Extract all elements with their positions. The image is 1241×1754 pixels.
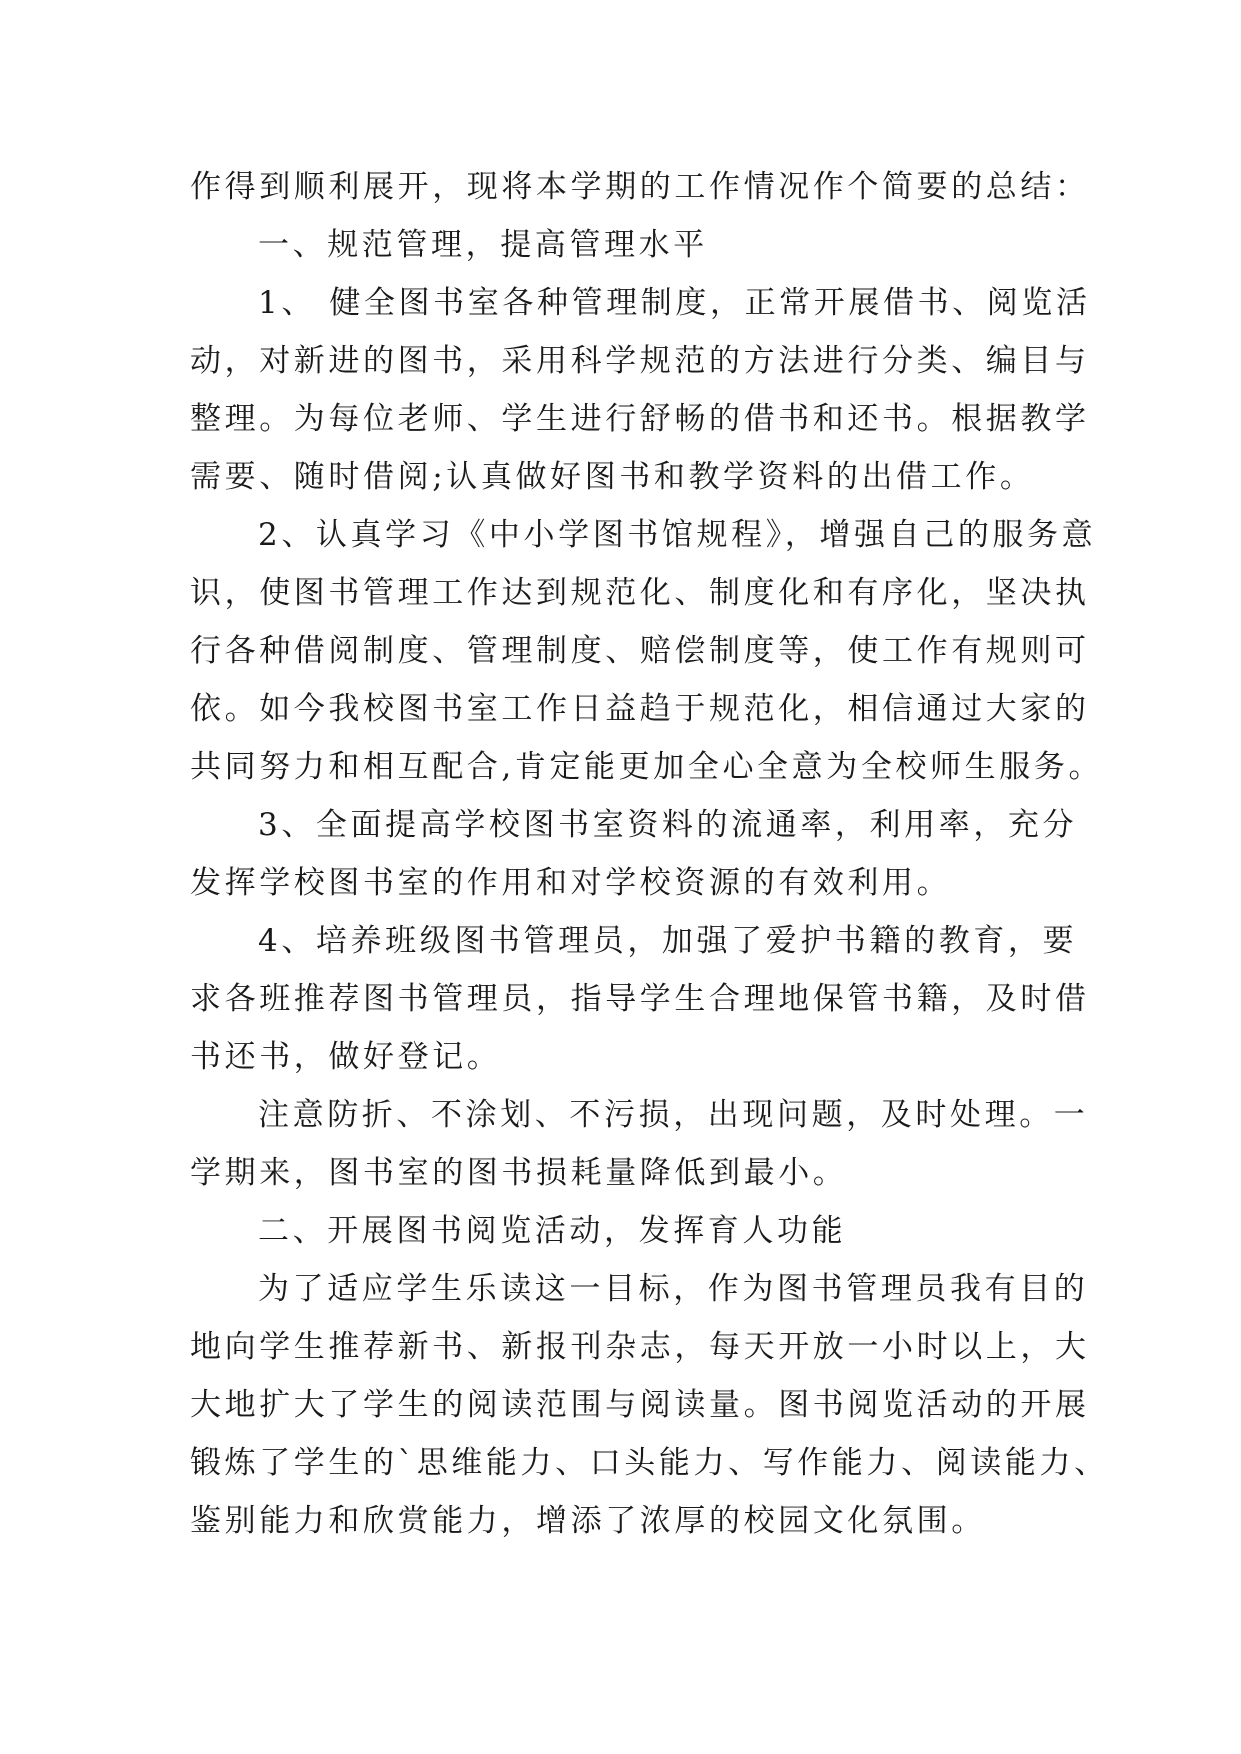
text-line: 共同努力和相互配合,肯定能更加全心全意为全校师生服务。: [190, 749, 1104, 785]
text-line: 地向学生推荐新书、新报刊杂志，每天开放一小时以上，大: [190, 1329, 1090, 1365]
text-line: 锻炼了学生的`思维能力、口头能力、写作能力、阅读能力、: [190, 1445, 1109, 1481]
text-line: 整理。为每位老师、学生进行舒畅的借书和还书。根据教学: [190, 401, 1090, 437]
document-body: [190, 158, 1109, 1550]
text-line: 行各种借阅制度、管理制度、赔偿制度等，使工作有规则可: [190, 633, 1090, 669]
text-line: 4、培养班级图书管理员，加强了爱护书籍的教育，要: [258, 923, 1078, 959]
text-line: 为了适应学生乐读这一目标，作为图书管理员我有目的: [258, 1271, 1089, 1307]
text-line: 3、全面提高学校图书室资料的流通率，利用率，充分: [258, 807, 1078, 843]
text-line: 需要、随时借阅;认真做好图书和教学资料的出借工作。: [190, 459, 1035, 495]
text-line: 依。如今我校图书室工作日益趋于规范化，相信通过大家的: [190, 691, 1090, 727]
text-line: 识，使图书管理工作达到规范化、制度化和有序化，坚决执: [190, 575, 1090, 611]
text-line: 大地扩大了学生的阅读范围与阅读量。图书阅览活动的开展: [190, 1387, 1090, 1423]
section-heading: 一、规范管理，提高管理水平: [258, 227, 708, 263]
text-line: 发挥学校图书室的作用和对学校资源的有效利用。: [190, 865, 952, 901]
text-line: 动，对新进的图书，采用科学规范的方法进行分类、编目与: [190, 343, 1090, 379]
text-line: 作得到顺利展开，现将本学期的工作情况作个简要的总结：: [190, 169, 1090, 205]
text-line: 学期来，图书室的图书损耗量降低到最小。: [190, 1155, 848, 1191]
text-line: 求各班推荐图书管理员，指导学生合理地保管书籍，及时借: [190, 981, 1090, 1017]
section-heading: 二、开展图书阅览活动，发挥育人功能: [258, 1213, 847, 1249]
text-line: 书还书，做好登记。: [190, 1039, 502, 1075]
text-line: 鉴别能力和欣赏能力，增添了浓厚的校园文化氛围。: [190, 1503, 986, 1539]
text-line: 2、认真学习《中小学图书馆规程》，增强自己的服务意: [258, 517, 1097, 553]
text-line: 注意防折、不涂划、不污损，出现问题，及时处理。一: [258, 1097, 1089, 1133]
text-line: 1、 健全图书室各种管理制度，正常开展借书、阅览活: [258, 285, 1091, 321]
